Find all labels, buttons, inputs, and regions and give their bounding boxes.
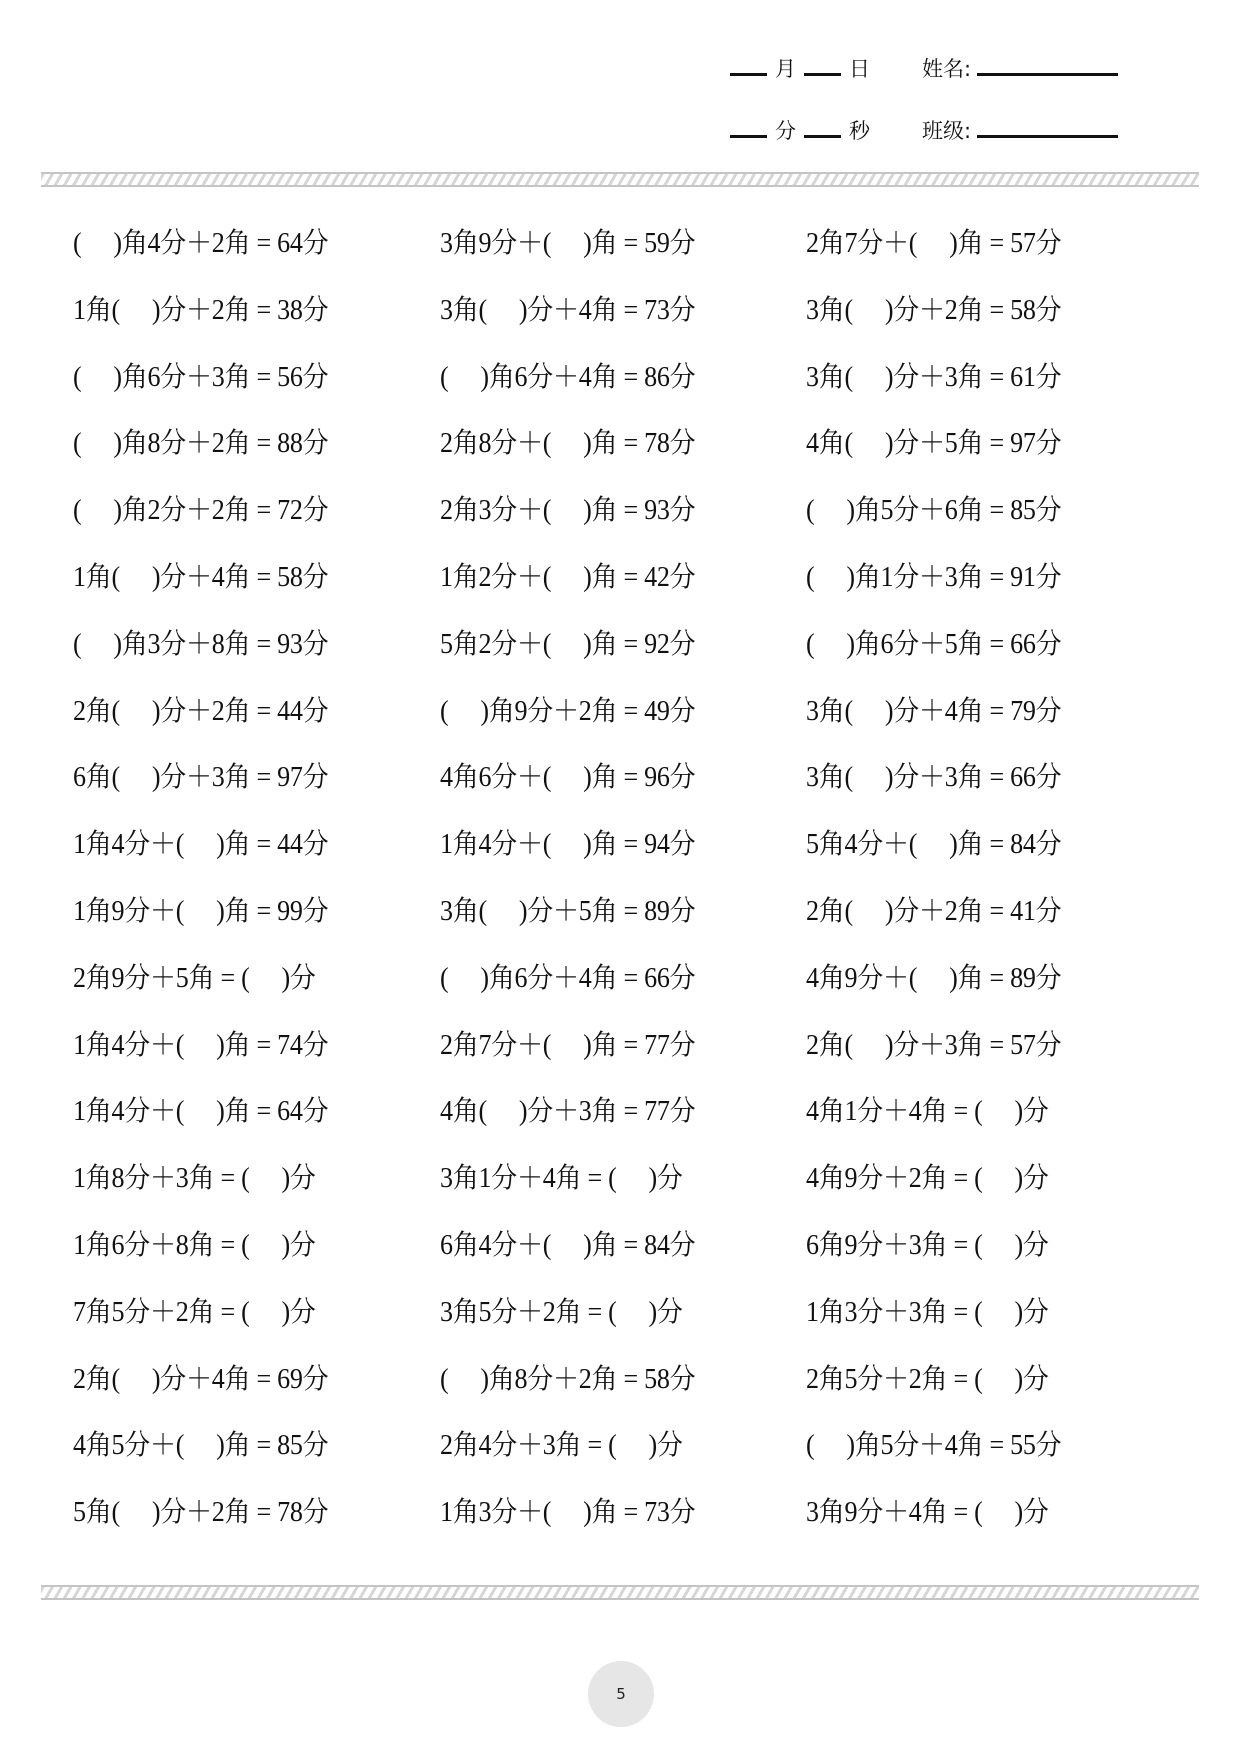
problem-item: 2角( )分＋2角 = 44分	[73, 695, 329, 727]
problem-item: 4角9分＋2角 = ( )分	[806, 1163, 1050, 1195]
problem-item: ( )角6分＋5角 = 66分	[806, 628, 1062, 660]
problem-item: ( )角3分＋8角 = 93分	[73, 628, 329, 660]
problem-item: 7角5分＋2角 = ( )分	[73, 1296, 316, 1328]
problem-item: ( )角8分＋2角 = 88分	[73, 428, 329, 460]
problem-item: 1角3分＋3角 = ( )分	[806, 1296, 1050, 1328]
problem-item: 3角9分＋4角 = ( )分	[806, 1497, 1050, 1529]
problem-row	[73, 293, 1173, 360]
problem-item: 2角8分＋( )角 = 78分	[439, 428, 696, 460]
problem-item: 3角( )分＋4角 = 73分	[439, 294, 696, 326]
page-number: 5	[616, 1685, 626, 1703]
bottom-hatched-divider	[41, 1585, 1199, 1600]
problem-row	[73, 1094, 1173, 1161]
problem-row	[73, 226, 1173, 293]
problem-item: ( )角8分＋2角 = 58分	[439, 1363, 696, 1395]
problem-item: 3角( )分＋4角 = 79分	[806, 695, 1062, 727]
class-blank[interactable]	[977, 135, 1118, 138]
day-label: 日	[849, 57, 870, 81]
problem-item: 1角4分＋( )角 = 94分	[439, 829, 696, 861]
problem-item: ( )角5分＋6角 = 85分	[806, 495, 1062, 527]
problem-item: 1角3分＋( )角 = 73分	[439, 1497, 696, 1529]
problem-item: ( )角2分＋2角 = 72分	[73, 495, 329, 527]
problem-item: 3角( )分＋3角 = 66分	[806, 762, 1062, 794]
problem-item: 4角1分＋4角 = ( )分	[806, 1096, 1050, 1128]
problem-item: 4角( )分＋3角 = 77分	[439, 1096, 696, 1128]
problem-row	[73, 1028, 1173, 1095]
problem-item: 1角( )分＋2角 = 38分	[73, 294, 329, 326]
problem-item: 2角4分＋3角 = ( )分	[439, 1430, 683, 1462]
problem-item: ( )角5分＋4角 = 55分	[806, 1430, 1062, 1462]
problem-item: 5角2分＋( )角 = 92分	[439, 628, 696, 660]
problem-item: 2角7分＋( )角 = 57分	[806, 228, 1062, 259]
problem-item: 2角( )分＋3角 = 57分	[806, 1029, 1062, 1061]
problem-item: 3角( )分＋3角 = 61分	[806, 361, 1062, 393]
problem-item: ( )角6分＋4角 = 86分	[439, 361, 696, 393]
problem-item: 2角9分＋5角 = ( )分	[73, 962, 316, 994]
problem-item: 1角4分＋( )角 = 44分	[73, 829, 329, 861]
minute-blank[interactable]	[730, 135, 767, 138]
problem-item: ( )角9分＋2角 = 49分	[439, 695, 696, 727]
problem-item: ( )角1分＋3角 = 91分	[806, 561, 1062, 593]
problem-item: ( )角6分＋4角 = 66分	[439, 962, 696, 994]
problem-row	[73, 560, 1173, 627]
problem-item: ( )角6分＋3角 = 56分	[73, 361, 329, 393]
problem-item: 6角9分＋3角 = ( )分	[806, 1229, 1050, 1261]
problem-row	[73, 894, 1173, 961]
problem-item: 2角5分＋2角 = ( )分	[806, 1363, 1050, 1395]
problem-item: 4角9分＋( )角 = 89分	[806, 962, 1062, 994]
month-label: 月	[775, 57, 796, 81]
problem-row	[73, 426, 1173, 493]
problem-row	[73, 961, 1173, 1028]
problem-row	[73, 360, 1173, 427]
time-class-row	[730, 108, 1118, 144]
problem-row	[73, 1295, 1173, 1362]
problem-item: 5角4分＋( )角 = 84分	[806, 829, 1062, 861]
second-label: 秒	[849, 119, 870, 143]
problem-item: 1角6分＋8角 = ( )分	[73, 1229, 316, 1261]
minute-label: 分	[775, 119, 796, 143]
problem-item: 1角4分＋( )角 = 74分	[73, 1029, 329, 1061]
problem-item: 4角( )分＋5角 = 97分	[806, 428, 1062, 460]
problem-row	[73, 1228, 1173, 1295]
problem-item: 3角5分＋2角 = ( )分	[439, 1296, 683, 1328]
problem-row	[73, 1428, 1173, 1495]
problem-item: 6角4分＋( )角 = 84分	[439, 1229, 696, 1261]
name-label: 姓名:	[922, 57, 972, 81]
problem-row	[73, 1161, 1173, 1228]
second-blank[interactable]	[804, 135, 841, 138]
problem-item: 3角9分＋( )角 = 59分	[439, 228, 696, 259]
problem-item: 2角( )分＋4角 = 69分	[73, 1363, 329, 1395]
problem-item: 3角( )分＋2角 = 58分	[806, 294, 1062, 326]
problem-item: 5角( )分＋2角 = 78分	[73, 1497, 329, 1529]
problem-item: 2角7分＋( )角 = 77分	[439, 1029, 696, 1061]
problem-row	[73, 1362, 1173, 1429]
name-blank[interactable]	[977, 73, 1118, 76]
problem-item: 1角( )分＋4角 = 58分	[73, 561, 329, 593]
problem-row	[73, 627, 1173, 694]
problem-row	[73, 827, 1173, 894]
problem-row	[73, 694, 1173, 761]
month-blank[interactable]	[730, 73, 767, 76]
problem-row	[73, 493, 1173, 560]
problem-item: 1角2分＋( )角 = 42分	[439, 561, 696, 593]
problem-item: 2角( )分＋2角 = 41分	[806, 895, 1062, 927]
problem-item: 3角( )分＋5角 = 89分	[439, 895, 696, 927]
problem-item: 2角3分＋( )角 = 93分	[439, 495, 696, 527]
problem-item: ( )角4分＋2角 = 64分	[73, 228, 329, 259]
problem-row	[73, 1495, 1173, 1562]
problem-item: 4角6分＋( )角 = 96分	[439, 762, 696, 794]
problem-item: 3角1分＋4角 = ( )分	[439, 1163, 683, 1195]
problem-item: 1角4分＋( )角 = 64分	[73, 1096, 329, 1128]
day-blank[interactable]	[804, 73, 841, 76]
class-label: 班级:	[922, 119, 972, 143]
problem-item: 1角8分＋3角 = ( )分	[73, 1163, 316, 1195]
worksheet-header	[0, 0, 1240, 170]
date-name-row	[730, 46, 1118, 82]
problem-row	[73, 760, 1173, 827]
page-number-badge	[588, 1661, 654, 1727]
top-hatched-divider	[41, 172, 1199, 187]
problem-item: 6角( )分＋3角 = 97分	[73, 762, 329, 794]
problem-item: 4角5分＋( )角 = 85分	[73, 1430, 329, 1462]
problem-grid	[73, 226, 1173, 1562]
problem-item: 1角9分＋( )角 = 99分	[73, 895, 329, 927]
